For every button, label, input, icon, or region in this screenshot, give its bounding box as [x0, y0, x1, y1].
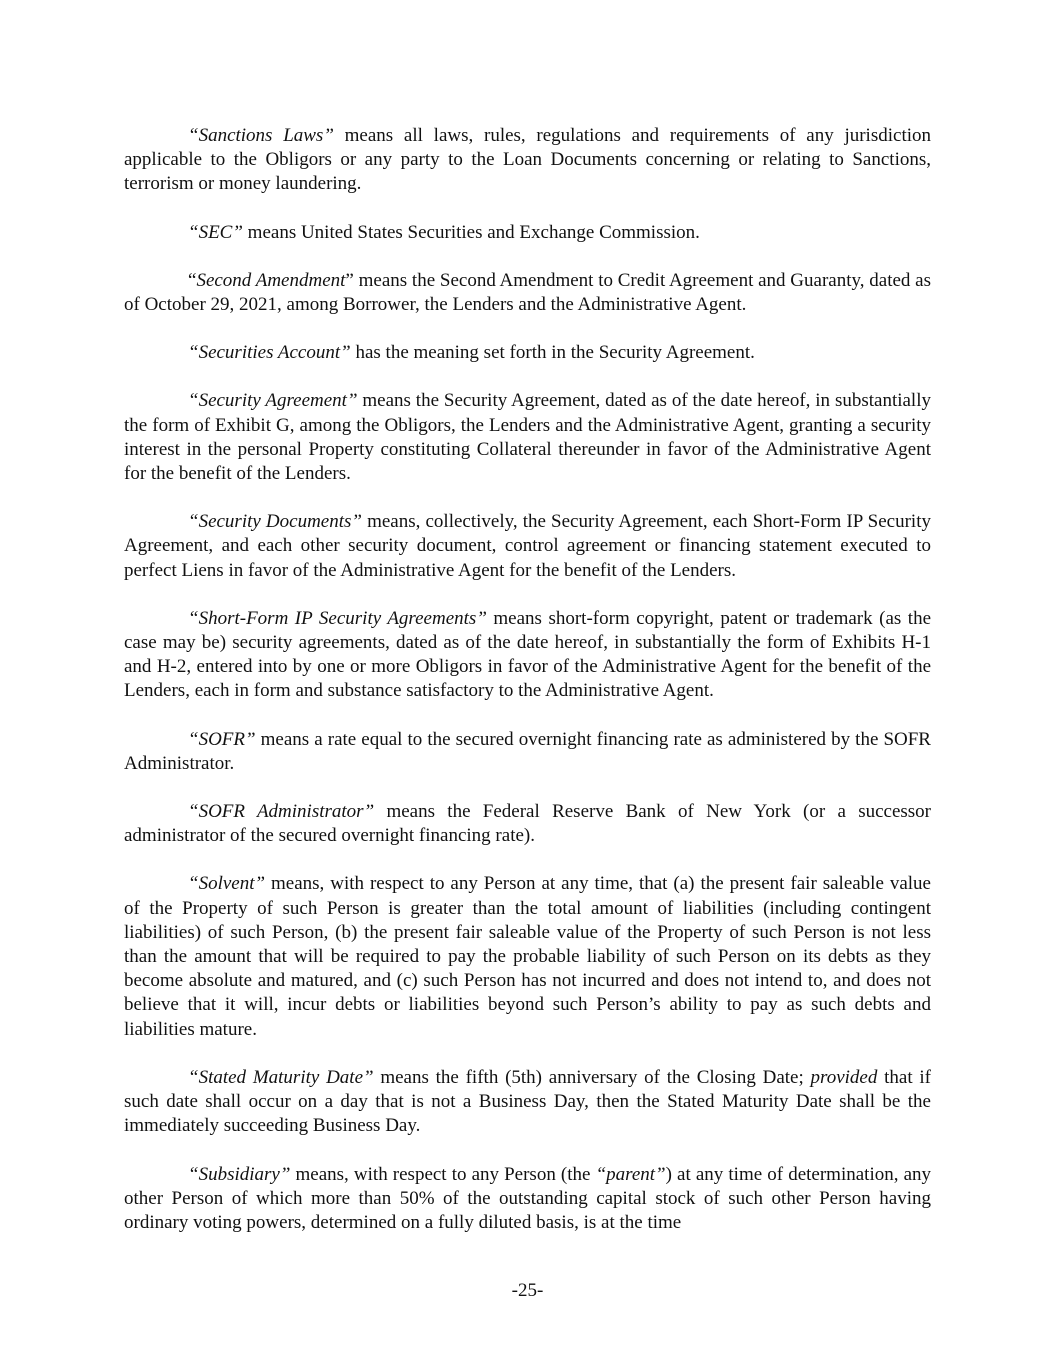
defined-term: “Solvent” [188, 873, 266, 895]
defined-term: Second Amendment [196, 269, 346, 291]
definition-paragraph [124, 1163, 931, 1236]
page-number: -25- [511, 1280, 544, 1301]
defined-term: “Short-Form IP Security Agreements” [188, 607, 487, 629]
definition-text: means, with respect to any Person (the [290, 1163, 596, 1185]
definition-text: means, with respect to any Person at any time, that (a) the present fair saleable value of the Property of such Person is greater than the total amount of liabilities (including contingent liabilities) of such Person, (b) the present fair saleable value of the Property of such Person is not less than the amount that will be required to pay the probable liability of such Person on its debts as they become absolute and matured, and (c) such Person has not incurred and does not intend to, and does not believe that it will, incur debts or liabilities beyond such Person’s ability to pay as such debts and liabilities mature. [124, 873, 931, 1040]
definition-paragraph [124, 872, 931, 1041]
defined-term: “parent” [595, 1163, 666, 1185]
definition-text: ) at any time of determination, any other Person of which more than 50% of the outstanding capital stock of such other Person having ordinary voting powers, determined on a fully diluted basis, is at the time [124, 1163, 932, 1233]
defined-term: “SOFR Administrator” [188, 801, 375, 823]
definition-text: means short-form copyright, patent or trademark (as the case may be) security agreements, dated as of the date hereof, in substantially the form of Exhibits H-1 and H-2, entered into by one or more Obligors in favor of the Administrative Agent for the benefit of the Lenders, each in form and substance satisfactory to the Administrative Agent. [124, 607, 931, 702]
defined-term: “Sanctions Laws” [188, 125, 334, 146]
defined-term: “Stated Maturity Date” [188, 1066, 374, 1088]
defined-term: “Security Documents” [188, 511, 362, 533]
definition-text: “ [188, 269, 197, 291]
definition-paragraph [124, 510, 931, 583]
definition-text: means all laws, rules, regulations and requirements of any jurisdiction applicable to the Obligors or any party to the Loan Documents concerning or relating to Sanctions, terrorism or money laundering. [124, 125, 932, 195]
definition-text: means the Federal Reserve Bank of New York (or a successor administrator of the secured overnight financing rate). [124, 801, 931, 847]
definition-text: means, collectively, the Security Agreement, each Short-Form IP Security Agreement, and each other security document, control agreement or financing statement executed to perfect Liens in favor of the Administrative Agent for the benefit of the Lenders. [124, 511, 931, 581]
definition-paragraph [124, 1066, 931, 1139]
defined-term: “Security Agreement” [188, 390, 358, 412]
definition-paragraph [124, 728, 931, 776]
definition-text: has the meaning set forth in the Security Agreement. [350, 342, 755, 364]
definition-text: means United States Securities and Exchange Commission. [242, 221, 700, 243]
definition-text: ” means the Second Amendment to Credit Agreement and Guaranty, dated as of October 29, 2021, among Borrower, the Lenders and the Administrative Agent. [124, 269, 932, 316]
defined-term: “Securities Account” [188, 342, 351, 364]
defined-term: “SOFR” [188, 728, 256, 750]
definition-paragraph [124, 341, 931, 365]
definition-paragraph [124, 221, 931, 245]
defined-term: “SEC” [188, 221, 243, 243]
definition-paragraph [124, 269, 931, 317]
definition-paragraph [124, 800, 931, 848]
defined-term: provided [810, 1066, 878, 1088]
defined-term: “Subsidiary” [188, 1163, 291, 1185]
definition-paragraph [124, 607, 931, 704]
definition-text: means a rate equal to the secured overnight financing rate as administered by the SOFR Administrator. [124, 728, 931, 774]
definition-paragraph [124, 389, 931, 486]
definition-text: that if such date shall occur on a day that is not a Business Day, then the Stated Maturity Date shall be the immediately succeeding Business Day. [124, 1066, 931, 1137]
definition-text: means the Security Agreement, dated as of the date hereof, in substantially the form of Exhibit G, among the Obligors, the Lenders and the Administrative Agent, granting a security interest in the personal Property constituting Collateral thereunder in favor of the Administrative Agent for the benefit of the Lenders. [124, 390, 931, 485]
definition-text: means the fifth (5th) anniversary of the Closing Date; [373, 1066, 811, 1088]
document-body [124, 124, 931, 1259]
definition-paragraph [124, 124, 931, 197]
